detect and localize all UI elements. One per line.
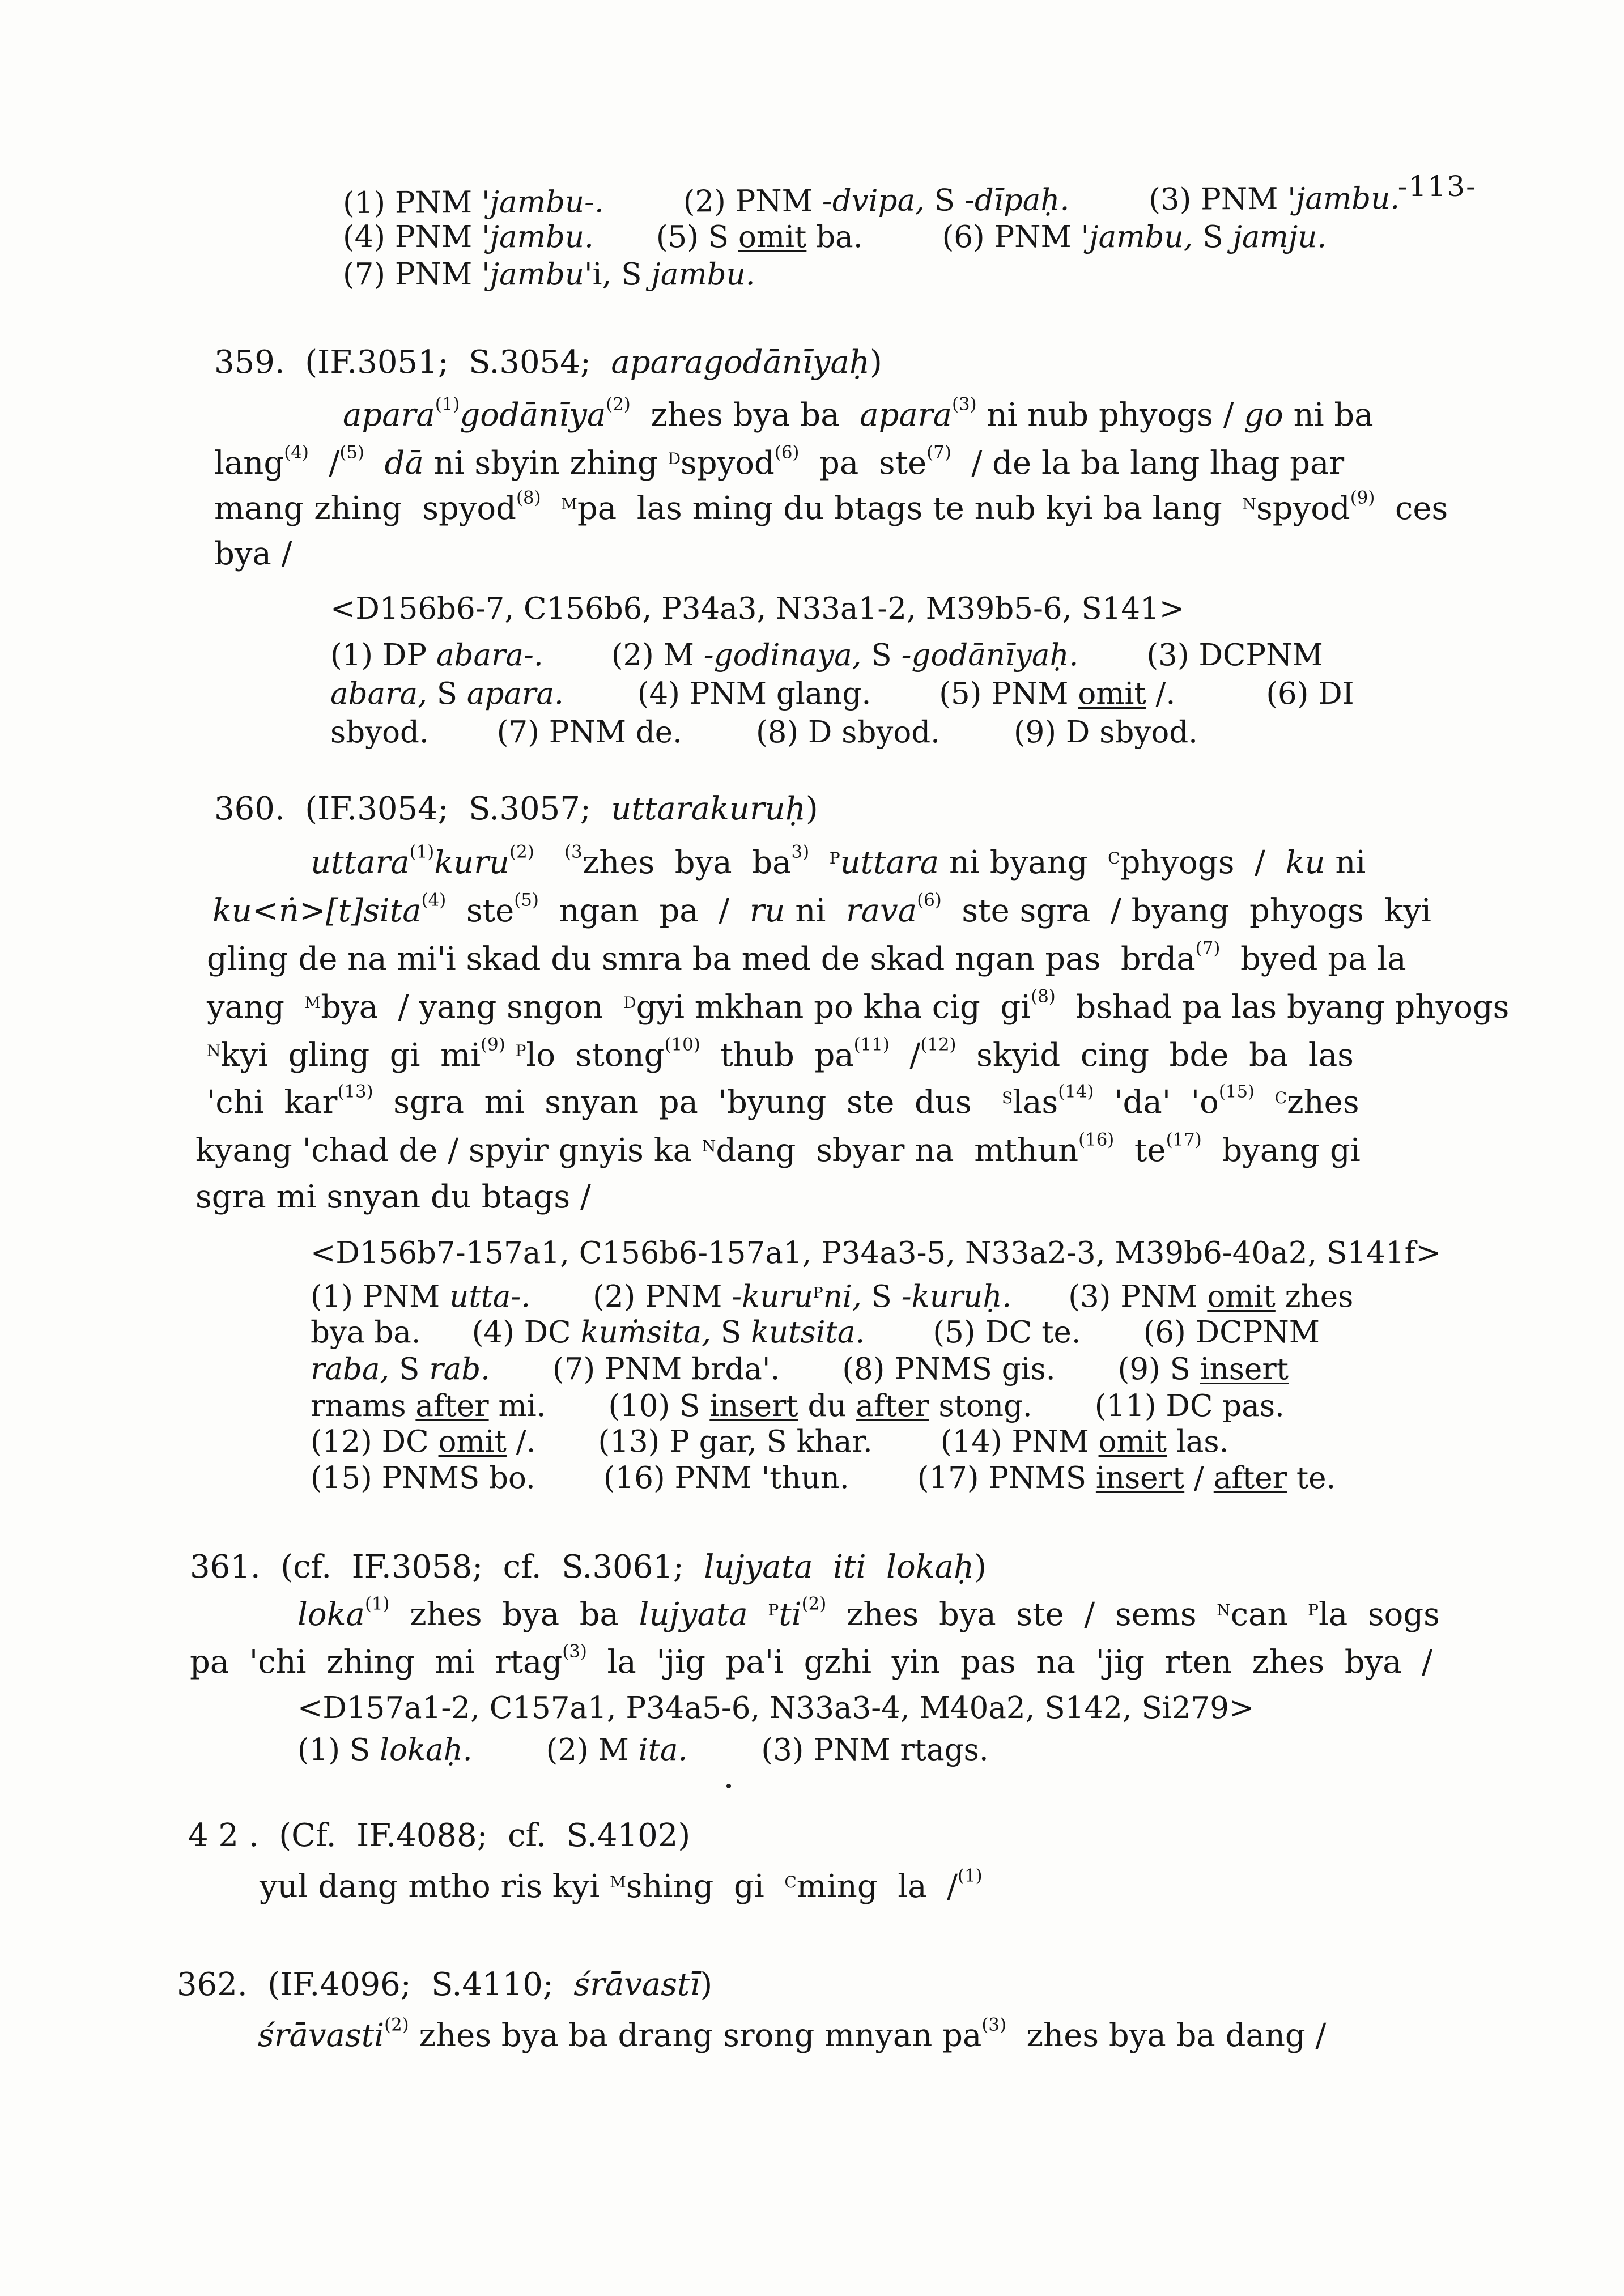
page-number: -113-	[1397, 170, 1477, 203]
note-line: (1) PNM 'jambu-. (2) PNM -dvipa, S -dīpaḥ. (3) PNM 'jambu.	[342, 181, 1400, 221]
section-heading: 359. (IF.3051; S.3054; aparagodānīyaḥ)	[214, 344, 882, 381]
section-heading: 362. (IF.4096; S.4110; śrāvastī)	[177, 1966, 713, 2003]
text-line: apara$^{(1)}$godānīya$^{(2)}$ zhes bya ba apara$^{(3)}$ ni nub phyogs / go ni ba	[343, 394, 1374, 433]
text-line: uttara$^{(1)}$kuru$^{(2)}$ $^{(3}$zhes bya $ba^{3)}$ $^P$uttara ni byang $^C$phyogs / ku ni	[311, 841, 1366, 881]
reference-line: <D156b6-7, C156b6, P34a3, N33a1-2, M39b5-6, S141>	[330, 592, 1185, 626]
text-line: mang zhing spyod$^{(8)}$ $^M$pa las ming du btags te nub kyi ba lang $^N$spyod$^{(9)}$ ces	[214, 487, 1448, 527]
note-line: (1) S lokaḥ. (2) M ita. (3) PNM rtags.	[297, 1733, 989, 1767]
note-line: (12) DC omit /. (13) P gar, S khar. (14) PNM omit las.	[311, 1425, 1229, 1459]
text-line: loka$^{(1)}$ zhes bya ba lujyata $^Pti^{(2)}$ zhes bya ste / sems $^N$can $^P$la sogs	[297, 1593, 1440, 1633]
reference-line: <D157a1-2, C157a1, P34a5-6, N33a3-4, M40a2, S142, Si279>	[297, 1691, 1255, 1725]
note-line: abara, S apara. (4) PNM glang. (5) PNM omit /. (6) DI	[330, 677, 1354, 711]
note-line: (15) PNMS bo. (16) PNM 'thun. (17) PNMS insert / after te.	[311, 1461, 1336, 1495]
note-line: sbyod. (7) PNM de. (8) D sbyod. (9) D sbyod.	[330, 715, 1198, 750]
note-line: bya ba. (4) DC kuṁsita, S kutsita. (5) DC te. (6) DCPNM	[311, 1315, 1320, 1350]
text-line: ku<ṅ>[t]sita$^{(4)}$ ste$^{(5)}$ ngan pa / ru ni rava$^{(6)}$ ste sgra / byang phyogs kyi	[212, 890, 1431, 929]
note-line: (1) PNM utta-. (2) PNM -kuru$^P$ni, S -kuruḥ. (3) PNM omit zhes	[311, 1279, 1354, 1314]
note-line: raba, S rab. (7) PNM brda'. (8) PNMS gis. (9) S insert	[311, 1352, 1289, 1387]
text-line: bya /	[214, 535, 292, 572]
text-line: sgra mi snyan du btags /	[195, 1179, 591, 1215]
note-line: (7) PNM 'jambu'i, S jambu.	[343, 257, 755, 292]
text-line: gling de na mi'i skad du smra ba med de skad ngan pas brda$^{(7)}$ byed pa la	[207, 938, 1406, 977]
section-heading: 4 2 . (Cf. IF.4088; cf. S.4102)	[188, 1817, 691, 1854]
text-line: yul dang mtho ris kyi $^M$shing gi $^C$ming la /$^{(1)}$	[260, 1865, 983, 1905]
text-line: 'chi kar$^{(13)}$ sgra mi snyan pa 'byung ste dus $^S$las$^{(14)}$ 'da' '$o^{(15)}$ $^C$zhes	[207, 1081, 1359, 1121]
stray-dot	[726, 1784, 731, 1788]
text-line: $^N$kyi gling gi $mi^{(9)}$ $^P$lo stong$^{(10)}$ thub $pa^{(11)}$ /$^{(12)}$ skyid cing bde ba las	[207, 1034, 1354, 1074]
note-line: (4) PNM 'jambu. (5) S omit ba. (6) PNM 'jambu, S jamju.	[343, 220, 1327, 254]
reference-line: <D156b7-157a1, C156b6-157a1, P34a3-5, N33a2-3, M39b6-40a2, S141f>	[311, 1236, 1441, 1270]
text-line: śrāvasti$^{(2)}$ zhes bya ba drang srong mnyan $pa^{(3)}$ zhes bya ba dang /	[258, 2014, 1327, 2054]
text-line: kyang 'chad de / spyir gnyis ka $^N$dang sbyar na mthun$^{(16)}$ $te^{(17)}$ byang gi	[195, 1129, 1361, 1169]
note-line: (1) DP abara-. (2) M -godinaya, S -godānīyaḥ. (3) DCPNM	[330, 638, 1323, 673]
section-heading: 360. (IF.3054; S.3057; uttarakuruḥ)	[214, 790, 818, 827]
section-heading: 361. (cf. IF.3058; cf. S.3061; lujyata iti lokaḥ)	[190, 1549, 987, 1585]
note-line: rnams after mi. (10) S insert du after stong. (11) DC pas.	[311, 1389, 1285, 1423]
text-line: yang $^M$bya / yang sngon $^D$gyi mkhan po kha cig $gi^{(8)}$ bshad pa las byang phyogs	[207, 986, 1510, 1026]
text-line: lang$^{(4)}$ /$^{(5)}$ dā ni sbyin zhing $^D$spyod$^{(6)}$ pa ste$^{(7)}$ / de la ba lang lhag par	[214, 442, 1345, 482]
text-line: pa 'chi zhing mi rtag$^{(3)}$ la 'jig pa'i gzhi yin pas na 'jig rten zhes bya /	[190, 1641, 1433, 1681]
